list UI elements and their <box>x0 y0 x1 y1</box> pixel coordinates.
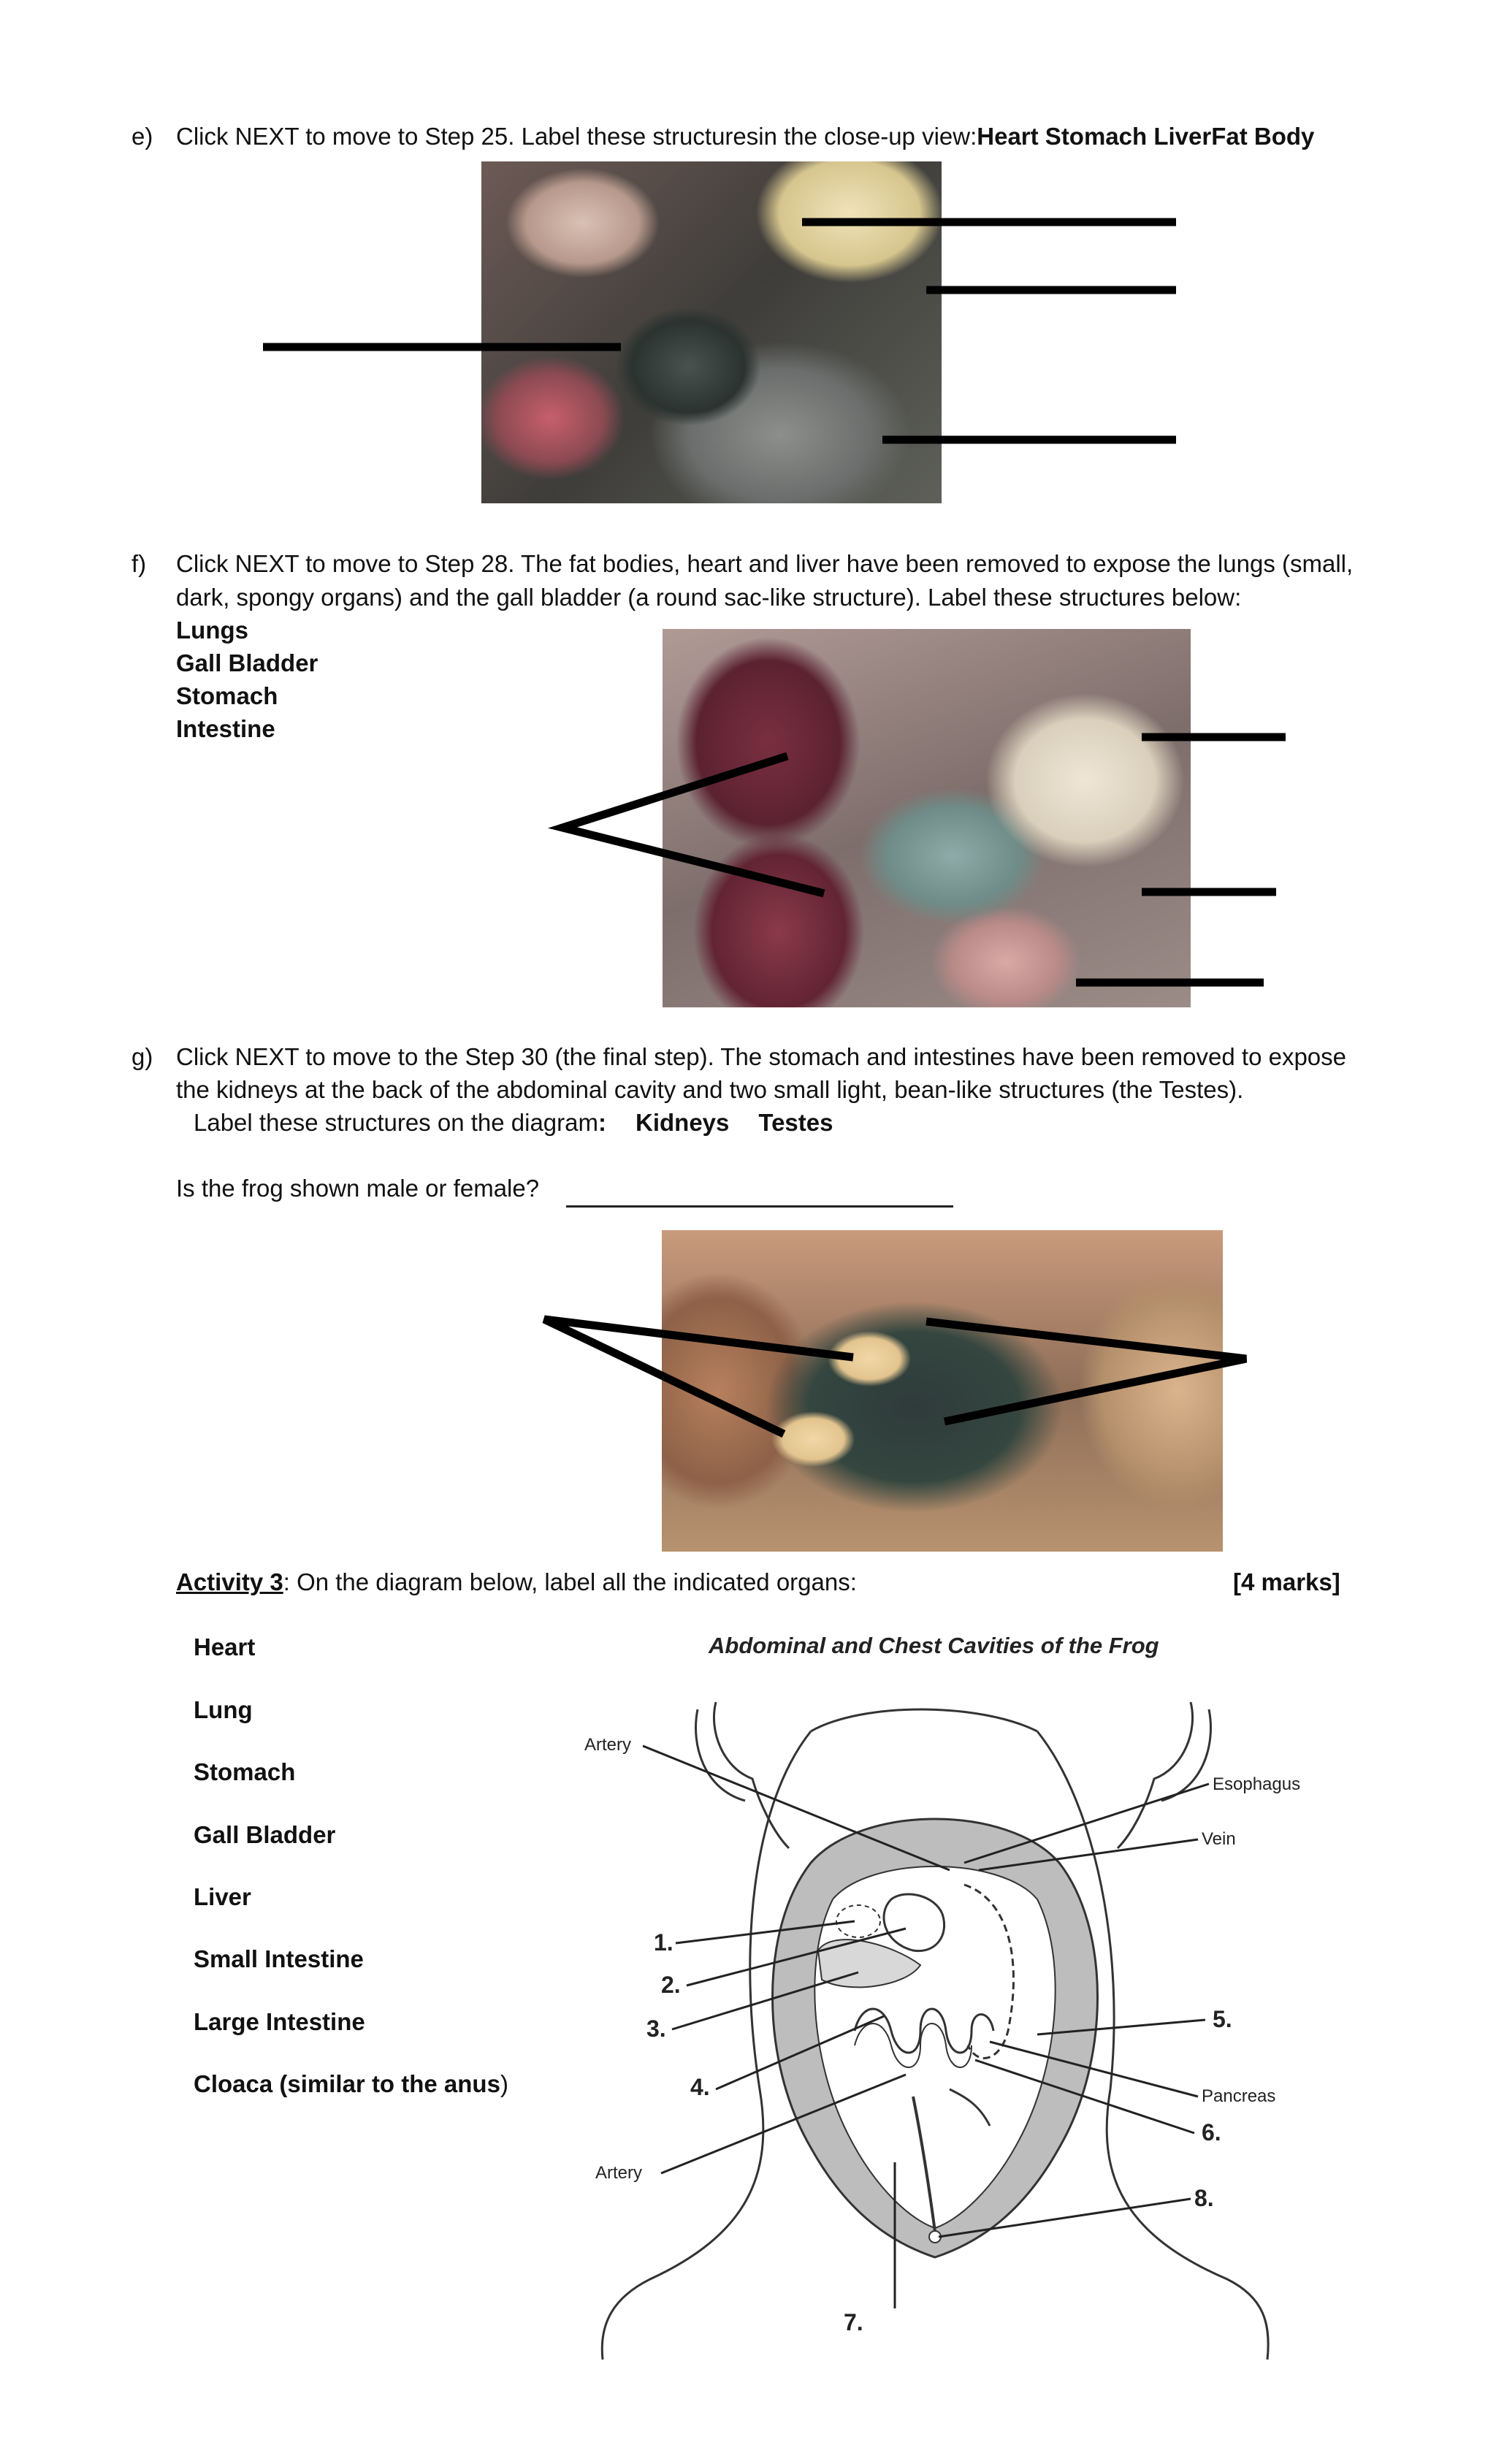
step25-closeup-photo <box>481 161 942 503</box>
frog-cavity-diagram <box>570 1622 1344 2367</box>
section-g-line3 <box>194 1106 833 1140</box>
section-f-marker: f) <box>131 550 147 577</box>
number-5: 5. <box>1213 2006 1232 2032</box>
section-e-labels: Heart Stomach LiverFat Body <box>977 123 1315 150</box>
sex-question: Is the frog shown male or female? <box>176 1175 540 1202</box>
neck-outline <box>811 1709 1037 1731</box>
left-hand <box>696 1709 745 1801</box>
section-f-item-stomach: Stomach <box>176 682 278 709</box>
section-f-item-gall-bladder: Gall Bladder <box>176 649 318 676</box>
section-g-line2: the kidneys at the back of the abdominal cavity and two small light, bean-like structures (the Testes). <box>176 1076 1244 1103</box>
leader-artery-top <box>643 1746 950 1870</box>
number-8: 8. <box>1194 2185 1214 2211</box>
label-artery-top: Artery <box>584 1735 632 1755</box>
organ-large-intestine: Large Intestine <box>194 2008 365 2035</box>
step30-kidneys-photo <box>662 1230 1223 1552</box>
section-g-marker: g) <box>131 1043 153 1070</box>
section-e-instruction <box>176 120 1314 153</box>
label-pancreas: Pancreas <box>1202 2086 1276 2106</box>
section-e-marker: e) <box>131 123 153 150</box>
activity3-heading <box>176 1565 857 1599</box>
activity3-marks: [4 marks] <box>1233 1568 1340 1595</box>
lung-shape <box>836 1905 880 1937</box>
organ-liver: Liver <box>194 1883 251 1910</box>
number-4: 4. <box>690 2074 710 2100</box>
organ-cloaca <box>194 2067 508 2101</box>
label-vein: Vein <box>1202 1829 1236 1849</box>
organ-gall-bladder: Gall Bladder <box>194 1821 336 1848</box>
leader-esophagus <box>964 1784 1209 1863</box>
activity3-title: Activity 3 <box>176 1568 283 1595</box>
left-arm <box>714 1702 789 1848</box>
section-g-line1: Click NEXT to move to the Step 30 (the final step). The stomach and intestines have been removed to expose <box>176 1043 1346 1070</box>
section-f-line2: dark, spongy organs) and the gall bladder (a round sac-like structure). Label these structures below: <box>176 584 1242 611</box>
label-esophagus: Esophagus <box>1213 1774 1301 1794</box>
section-g-line3-prefix: Label these structures on the diagram <box>194 1109 598 1136</box>
number-2: 2. <box>661 1972 681 1998</box>
section-g-label-kidneys: Kidneys <box>636 1109 730 1136</box>
organ-small-intestine: Small Intestine <box>194 1945 364 1972</box>
right-hand <box>1161 1709 1210 1801</box>
section-f-item-lungs: Lungs <box>176 617 248 644</box>
sex-answer-field[interactable] <box>566 1204 953 1208</box>
diagram-title: Abdominal and Chest Cavities of the Frog <box>709 1633 1159 1658</box>
label-artery-bottom: Artery <box>595 2163 643 2183</box>
number-3: 3. <box>646 2015 666 2042</box>
section-f-line1: Click NEXT to move to Step 28. The fat bodies, heart and liver have been removed to expose the lungs (small, <box>176 550 1354 577</box>
organ-cloaca-suffix: ) <box>500 2070 508 2097</box>
section-g-label-testes: Testes <box>758 1109 833 1136</box>
organ-lung: Lung <box>194 1696 253 1723</box>
number-6: 6. <box>1202 2119 1221 2145</box>
organ-cloaca-label: Cloaca (similar to the anus <box>194 2070 500 2097</box>
right-arm <box>1118 1702 1193 1848</box>
step28-lungs-photo <box>663 629 1191 1007</box>
number-7: 7. <box>844 2309 863 2335</box>
organ-stomach: Stomach <box>194 1758 296 1785</box>
activity3-instruction: : On the diagram below, label all the indicated organs: <box>283 1568 857 1595</box>
number-1: 1. <box>654 1929 673 1956</box>
section-e-text: Click NEXT to move to Step 25. Label these structuresin the close-up view: <box>176 123 977 150</box>
section-g-line3-colon: : <box>598 1109 606 1136</box>
organ-heart: Heart <box>194 1633 256 1660</box>
section-f-item-intestine: Intestine <box>176 715 275 742</box>
